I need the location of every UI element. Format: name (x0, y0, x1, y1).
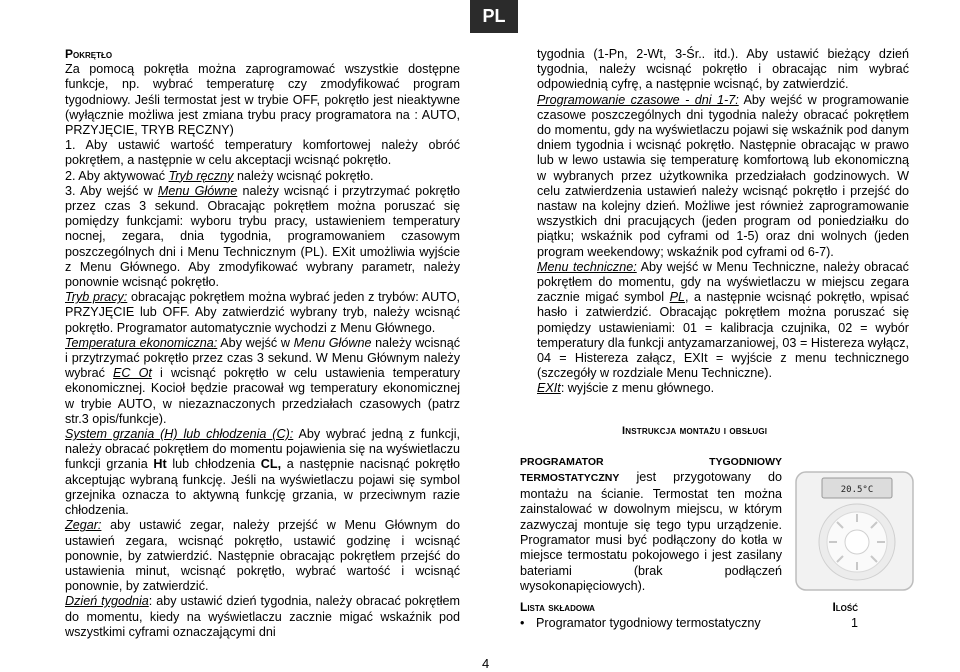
term-main-menu: Menu Główne (157, 183, 238, 198)
paragraph: 3. Aby wejść w Menu Główne należy wcisnąć i przytrzymać pokrętło przez czas 3 sekund. Obracając pokrętłem można poruszać się pomiędzy funkcjami: wyboru trybu pracy, ustawieniem temperatury nocnej, zegara, dnia tygodnia, programowaniem czasowym poszczególnych dni i Menu Technicznym (PL). EXit umożliwia wyjście z Menu Głównego. Aby zmodyfikować wybrany parametr, należy ponownie wcisnąć pokrętło. (65, 183, 460, 290)
right-column (537, 47, 909, 397)
term-time-programming: Programowanie czasowe - dni 1-7: (537, 92, 739, 107)
term-work-mode: Tryb pracy: (65, 290, 128, 305)
term-weekday: Dzień tygodnia (65, 594, 149, 609)
device-display: 20.5°C (840, 485, 874, 495)
term-eco-temp: Temperatura ekonomiczna: (65, 335, 218, 350)
section-heading-knob: Pokrętło (65, 47, 113, 61)
paragraph: System grzania (H) lub chłodzenia (C): Aby wybrać jedną z funkcji, należy obracać pokrętłem do momentu pojawienia się na wyświetlaczu funkcji grzania Ht lub chłodzenia CL, a następnie nacisnąć pokrętło akceptując wybraną funkcję. Jeśli na wyświetlaczu pojawi się symbol grzejnika oznacza to aktywną funkcję grzania, w przeciwnym razie chłodzenia. (65, 427, 460, 518)
left-column (65, 47, 460, 640)
term-heating-cooling: System grzania (H) lub chłodzenia (C): (65, 427, 294, 442)
paragraph: Zegar: aby ustawić zegar, należy przejść w Menu Głównym do ustawień zegara, wcisnąć pokrętło, ustawić godzinę i wcisnąć ponownie, by zatwierdzić. Następnie obracając pokrętłem przejść do ustawienia minut, wcisnąć pokrętło, wybrać wartość i wcisnąć ponownie, by zatwierdzić. (65, 518, 460, 594)
language-tab: PL (470, 0, 518, 33)
page-number: 4 (482, 656, 490, 671)
parts-list-row: • Programator tygodniowy termostatyczny 1 (520, 616, 858, 630)
paragraph: Menu techniczne: Aby wejść w Menu Techniczne, należy obracać pokrętłem do momentu, gdy na wyświetlaczu w miejscu zegara zacznie migać symbol PL, a następnie wcisnąć pokrętło, wpisać hasło i zatwierdzić. Obracając pokrętłem można poruszać się pomiędzy ustawieniami: 01 = kalibracja czujnika, 02 = wybór temperatury dla funkcji antyzamarzaniowej, 03 = Histereza wyłącz, 04 = Histereza załącz, EXIt = wyjście z menu technicznego (szczegóły w rozdziale Menu Techniczne). (537, 259, 909, 381)
paragraph: Dzień tygodnia: aby ustawić dzień tygodnia, należy obracać pokrętłem do momentu, kiedy na wyświetlaczu zacznie migać wskaźnik pod wszystkimi cyframi oznaczającymi dni (65, 594, 461, 639)
install-paragraph: TERMOSTATYCZNY jest przygotowany do montażu na ścianie. Termostat ten można zainstalować w dowolnym miejscu, w którym zazwyczaj montuje się tego typu urządzenie. Programator musi być podłączony do kotła w miejsce termostatu pokojowego i jest zasilany bateriami (brak podłączeń wysokonapięciowych). (520, 470, 782, 594)
term-clock: Zegar: (65, 518, 102, 533)
term-manual-mode: Tryb ręczny (168, 168, 234, 183)
term-exit: EXIt (537, 381, 561, 396)
install-title: Instrukcja montażu i obsługi (622, 425, 768, 437)
term-tech-menu: Menu techniczne: (537, 259, 637, 274)
paragraph: EXIt: wyjście z menu głównego. (537, 381, 715, 396)
paragraph: Programowanie czasowe - dni 1-7: Aby wejść w programowanie czasowe poszczególnych dni tygodnia należy obracać pokrętłem do momentu, gdy na wyświetlaczu pojawi się wskaźnik pod danym dniem tygodnia i wcisnąć pokrętło. Następnie obracając w prawo lub w lewo ustawia się temperaturę komfortową lub ekonomiczną w wybranych przez użytkownika przedziałach godzinowych. W celu zatwierdzenia ustawień należy wcisnąć pokrętło i przejść do nastaw na kolejny dzień. Możliwe jest również zaprogramowanie wszystkich dni pracujących (jeden program od poniedziałku do piątku; wskaźnik pod cyframi od 1-5) oraz dni wolnych (jeden program weekendowy; wskaźnik pod cyframi od 6-7). (537, 92, 909, 259)
parts-list-header: Lista składowa Ilość (520, 600, 858, 614)
paragraph: Temperatura ekonomiczna: Aby wejść w Menu Główne należy wcisnąć i przytrzymać pokrętło przez czas 3 sekund. W Menu Głównym należy wybrać EC Ot i wcisnąć pokrętło w celu ustawienia temperatury ekonomicznej. Kocioł będzie pracował wg temperatury ekonomicznej w trybie AUTO, w niezaznaczonych przedziałach czasowych (patrz str.3 opis/funkcje). (65, 335, 461, 426)
install-block (520, 455, 782, 595)
install-head: PROGRAMATOR TYGODNIOWY (520, 456, 782, 468)
bullet-icon: • (520, 616, 525, 630)
thermostat-image (792, 470, 917, 592)
paragraph: Za pomocą pokrętła można zaprogramować wszystkie dostępne funkcje, np. wybrać temperaturę czy zmodyfikować program tygodniowy. Jeśli termostat jest w trybie OFF, pokrętło jest nieaktywne (wyłącznie możliwa jest zmiana trybu pracy programatora na : AUTO, PRZYJĘCIE, TRYB RĘCZNY) (65, 62, 460, 138)
paragraph: tygodnia (1-Pn, 2-Wt, 3-Śr.. itd.). Aby ustawić bieżący dzień tygodnia, należy wcisnąć pokrętło i obracając nim wybrać odpowiednią cyfrę, a następnie wcisnąć, by zatwierdzić. (537, 47, 909, 92)
paragraph: 2. Aby aktywować Tryb ręczny należy wcisnąć pokrętło. (65, 168, 374, 183)
paragraph: 1. Aby ustawić wartość temperatury komfortowej należy obróć pokrętłem, a następnie w celu akceptacji wcisnąć pokrętło. (65, 138, 460, 168)
paragraph: Tryb pracy: obracając pokrętłem można wybrać jeden z trybów: AUTO, PRZYJĘCIE lub OFF. Aby zatwierdzić wybrany tryb, należy wcisnąć pokrętło. Programator automatycznie wychodzi z Menu Głównego. (65, 290, 460, 335)
